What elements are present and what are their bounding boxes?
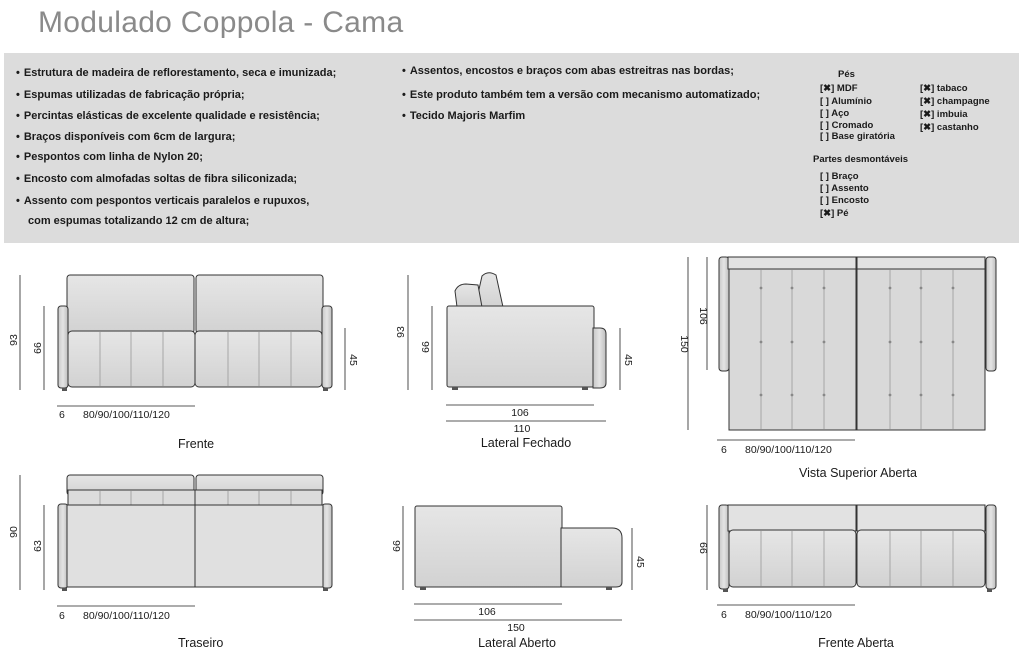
dim-lateral-fechado-altura-total: 93	[395, 326, 407, 338]
view-frente-aberta	[719, 505, 996, 592]
pes-option-mdf: [✖] MDF	[820, 83, 858, 94]
dim-frente-aberta-altura-assento: 66	[697, 542, 709, 554]
pes-option-base-giratoria: [ ] Base giratória	[820, 131, 895, 142]
dim-lateral-fechado-altura-braco: 45	[622, 354, 634, 366]
caption-traseiro: Traseiro	[178, 636, 224, 650]
caption-frente-aberta: Frente Aberta	[818, 636, 894, 650]
dim-lateral-aberto-prof-150: 150	[507, 622, 525, 634]
dim-frente-aberta-largura-modulo: 80/90/100/110/120	[745, 609, 832, 621]
dim-frente-aberta-largura-braco: 6	[721, 609, 727, 621]
dim-vista-superior-largura-braco: 6	[721, 444, 727, 456]
dim-traseiro-largura-modulo: 80/90/100/110/120	[83, 610, 170, 622]
view-vista-superior-aberta	[719, 257, 996, 430]
pes-color-tabaco: [✖] tabaco	[920, 83, 968, 94]
dim-traseiro-altura-assento: 63	[32, 540, 44, 552]
spec-item: • Encosto com almofadas soltas de fibra siliconizada;	[16, 173, 297, 185]
caption-vista-superior-aberta: Vista Superior Aberta	[799, 466, 917, 480]
pes-option-aluminio: [ ] Alumínio	[820, 96, 872, 107]
caption-lateral-aberto: Lateral Aberto	[478, 636, 556, 650]
dim-vista-superior-prof-106: 106	[697, 307, 709, 325]
spec-item: • Estrutura de madeira de reflorestamento, seca e imunizada;	[16, 67, 336, 79]
dim-lateral-fechado-prof-110: 110	[513, 423, 531, 435]
partes-option-braco: [ ] Braço	[820, 171, 859, 182]
partes-heading: Partes desmontáveis	[813, 154, 909, 165]
dim-frente-altura-assento: 66	[32, 342, 44, 354]
spec-item: • Assento com pespontos verticais paralelos e rupuxos,	[16, 195, 309, 207]
spec-item: • Pespontos com linha de Nylon 20;	[16, 151, 203, 163]
pes-color-imbuia: [✖] imbuia	[920, 109, 968, 120]
dim-lateral-aberto-altura-assento: 66	[391, 540, 403, 552]
pes-heading: Pés	[838, 69, 855, 80]
dim-lateral-fechado-altura-assento: 66	[420, 341, 432, 353]
partes-option-assento: [ ] Assento	[820, 183, 869, 194]
dim-frente-largura-braco: 6	[59, 409, 65, 421]
spec-item: • Braços disponíveis com 6cm de largura;	[16, 131, 235, 143]
partes-option-pe: [✖] Pé	[820, 208, 849, 219]
dim-lateral-aberto-altura-braco: 45	[634, 556, 646, 568]
pes-option-cromado: [ ] Cromado	[820, 120, 874, 131]
spec-item: • Este produto também tem a versão com mecanismo automatizado;	[402, 89, 760, 101]
partes-option-encosto: [ ] Encosto	[820, 195, 870, 206]
view-traseiro	[58, 475, 332, 591]
dim-traseiro-altura-total: 90	[8, 526, 20, 538]
dim-vista-superior-prof-150: 150	[678, 335, 690, 353]
dim-lateral-aberto-prof-106: 106	[478, 606, 496, 618]
dim-frente-altura-total: 93	[8, 334, 20, 346]
view-frente	[58, 275, 332, 391]
dim-frente-altura-braco: 45	[347, 354, 359, 366]
spec-item: • Assentos, encostos e braços com abas estreitras nas bordas;	[402, 65, 734, 77]
spec-item-continuation: com espumas totalizando 12 cm de altura;	[28, 215, 250, 227]
pes-color-champagne: [✖] champagne	[920, 96, 990, 107]
view-lateral-fechado	[447, 273, 606, 390]
pes-option-aco: [ ] Aço	[820, 108, 850, 119]
dim-lateral-fechado-prof-106: 106	[511, 407, 529, 419]
pes-color-castanho: [✖] castanho	[920, 122, 979, 133]
dim-traseiro-largura-braco: 6	[59, 610, 65, 622]
spec-item: • Tecido Majoris Marfim	[402, 110, 525, 122]
page-title: Modulado Coppola - Cama	[38, 6, 404, 39]
dim-vista-superior-largura-modulo: 80/90/100/110/120	[745, 444, 832, 456]
caption-lateral-fechado: Lateral Fechado	[480, 436, 572, 450]
spec-item: • Percintas elásticas de excelente qualidade e resistência;	[16, 110, 320, 122]
dim-frente-largura-modulo: 80/90/100/110/120	[83, 409, 170, 421]
view-lateral-aberto	[415, 506, 622, 590]
caption-frente: Frente	[178, 437, 215, 451]
spec-item: • Espumas utilizadas de fabricação própria;	[16, 89, 245, 101]
